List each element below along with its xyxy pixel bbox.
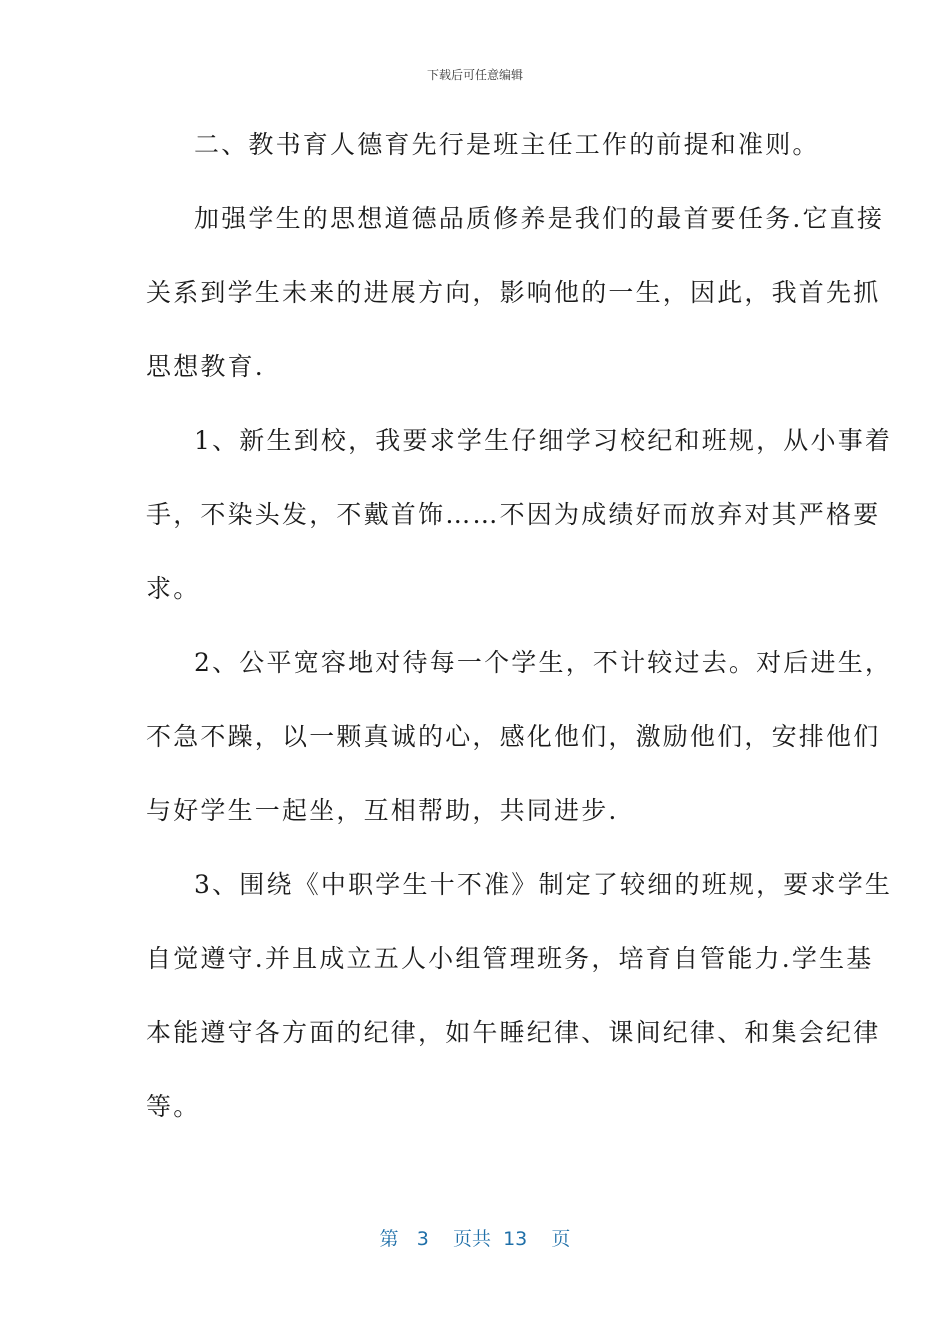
paragraph-line: 关系到学生未来的进展方向，影响他的一生，因此，我首先抓 <box>146 278 881 307</box>
paragraph-line: 手，不染头发，不戴首饰……不因为成绩好而放弃对其严格要 <box>146 500 881 529</box>
paragraph-line: 2、公平宽容地对待每一个学生，不计较过去。对后进生， <box>194 648 893 677</box>
footer-suffix: 页 <box>551 1228 571 1250</box>
page-number-footer <box>0 1224 950 1251</box>
paragraph-line: 加强学生的思想道德品质修养是我们的最首要任务.它直接 <box>194 204 885 233</box>
footer-middle: 页共 <box>452 1228 491 1250</box>
paragraph-line: 自觉遵守.并且成立五人小组管理班务，培育自管能力.学生基 <box>146 944 874 973</box>
page-header-note: 下载后可任意编辑 <box>426 68 523 82</box>
current-page-number: 3 <box>416 1228 429 1250</box>
footer-prefix: 第 <box>379 1228 399 1250</box>
total-pages-number: 13 <box>503 1228 528 1250</box>
paragraph-line: 本能遵守各方面的纪律，如午睡纪律、课间纪律、和集会纪律 <box>146 1018 881 1047</box>
paragraph-line: 3、围绕《中职学生十不准》制定了较细的班规，要求学生 <box>194 870 893 899</box>
document-body <box>146 118 893 1154</box>
paragraph-line: 二、教书育人德育先行是班主任工作的前提和准则。 <box>194 130 820 159</box>
paragraph-line: 1、新生到校，我要求学生仔细学习校纪和班规，从小事着 <box>194 426 893 455</box>
paragraph-line: 等。 <box>146 1092 201 1121</box>
paragraph-line: 求。 <box>146 574 201 603</box>
paragraph-line: 不急不躁，以一颗真诚的心，感化他们，激励他们，安排他们 <box>146 722 881 751</box>
paragraph-line: 思想教育. <box>146 352 265 381</box>
paragraph-line: 与好学生一起坐，互相帮助，共同进步. <box>146 796 619 825</box>
